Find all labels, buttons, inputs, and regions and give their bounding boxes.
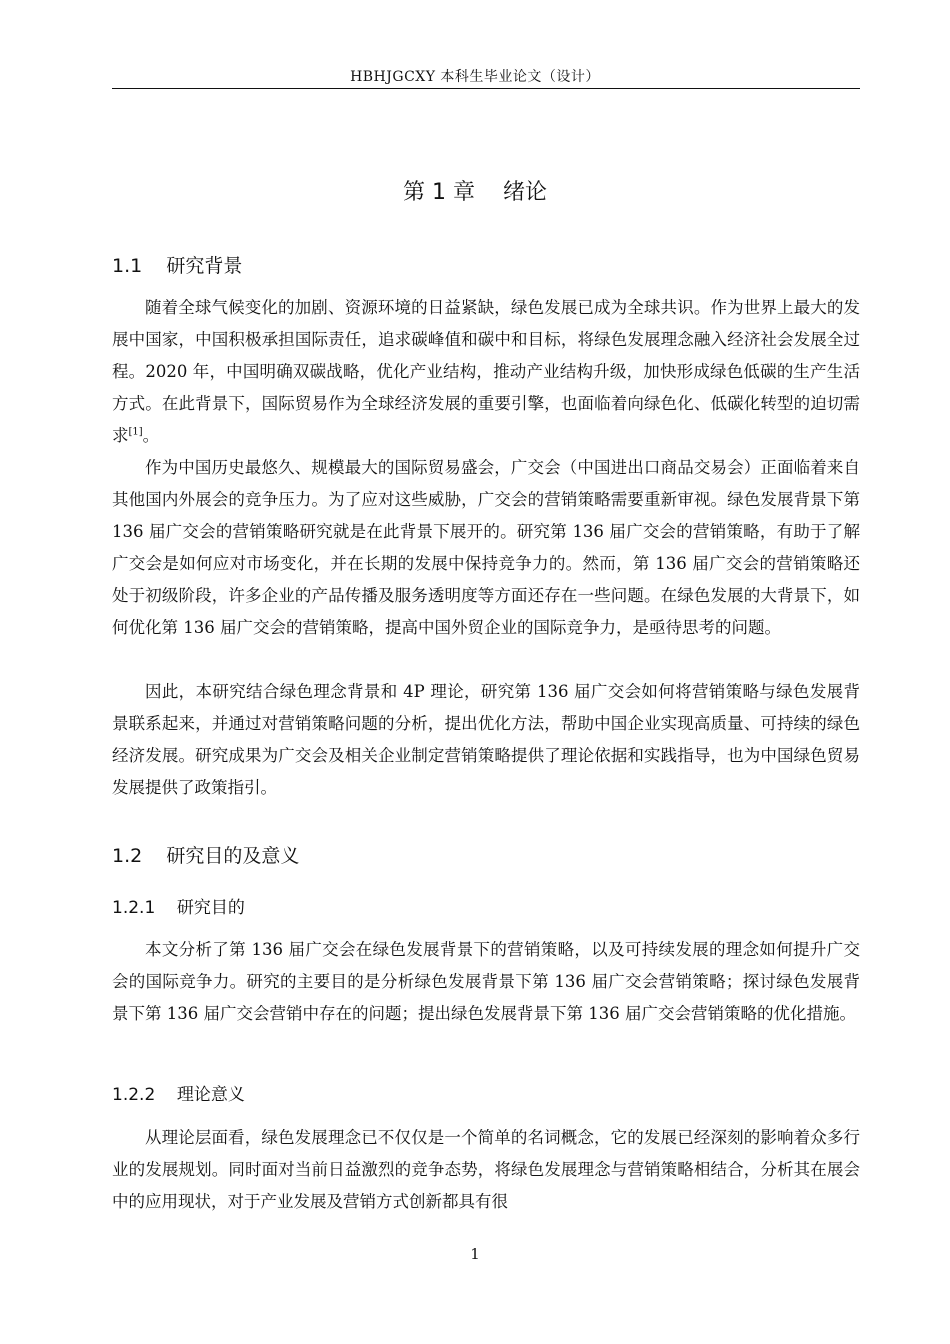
section-heading-1-2-2: 1.2.2 理论意义 xyxy=(112,1085,245,1105)
section-heading-1-2: 1.2 研究目的及意义 xyxy=(112,845,300,867)
citation-ref: [1] xyxy=(128,426,143,438)
header-divider xyxy=(112,88,860,89)
page-number: 1 xyxy=(470,1245,480,1263)
section-heading-1-1: 1.1 研究背景 xyxy=(112,255,243,277)
paragraph-research-background-2: 作为中国历史最悠久、规模最大的国际贸易盛会，广交会（中国进出口商品交易会）正面临着来自其他国内外展会的竞争压力。为了应对这些威胁，广交会的营销策略需要重新审视。绿色发展背景下第 136 届广交会的营销策略研究就是在此背景下展开的。研究第 136 届广交会的营销策略，有助于了解广交会是如何应对市场变化，并在长期的发展中保持竞争力的。然而，第 136 届广交会的营销策略还处于初级阶段，许多企业的产品传播及服务透明度等方面还存在一些问题。在绿色发展的大背景下，如何优化第 136 届广交会的营销策略，提高中国外贸企业的国际竞争力，是亟待思考的问题。 xyxy=(112,458,860,637)
running-header: HBHJGCXY 本科生毕业论文（设计） xyxy=(350,69,600,85)
chapter-title: 第 1 章 绪论 xyxy=(403,180,547,205)
paragraph-research-background-3: 因此，本研究结合绿色理念背景和 4P 理论，研究第 136 届广交会如何将营销策略与绿色发展背景联系起来，并通过对营销策略问题的分析，提出优化方法，帮助中国企业实现高质量、可持续的绿色经济发展。研究成果为广交会及相关企业制定营销策略提供了理论依据和实践指导，也为中国绿色贸易发展提供了政策指引。 xyxy=(112,682,860,797)
paragraph-text: 随着全球气候变化的加剧、资源环境的日益紧缺，绿色发展已成为全球共识。作为世界上最大的发展中国家，中国积极承担国际责任，追求碳峰值和碳中和目标，将绿色发展理念融入经济社会发展全过程。2020 年，中国明确双碳战略，优化产业结构，推动产业结构升级，加快形成绿色低碳的生产生活方式。在此背景下，国际贸易作为全球经济发展的重要引擎，也面临着向绿色化、低碳化转型的迫切需求 xyxy=(112,298,860,445)
paragraph-theoretical-significance: 从理论层面看，绿色发展理念已不仅仅是一个简单的名词概念，它的发展已经深刻的影响着众多行业的发展规划。同时面对当前日益激烈的竞争态势，将绿色发展理念与营销策略相结合，分析其在展会中的应用现状，对于产业发展及营销方式创新都具有很 xyxy=(112,1128,860,1211)
section-heading-1-2-1: 1.2.1 研究目的 xyxy=(112,898,245,918)
paragraph-research-purpose: 本文分析了第 136 届广交会在绿色发展背景下的营销策略，以及可持续发展的理念如何提升广交会的国际竞争力。研究的主要目的是分析绿色发展背景下第 136 届广交会营销策略；探讨绿色发展背景下第 136 届广交会营销中存在的问题；提出绿色发展背景下第 136 届广交会营销策略的优化措施。 xyxy=(112,940,860,1023)
paragraph-end: 。 xyxy=(142,426,160,445)
paragraph-research-background-1 xyxy=(112,292,860,452)
